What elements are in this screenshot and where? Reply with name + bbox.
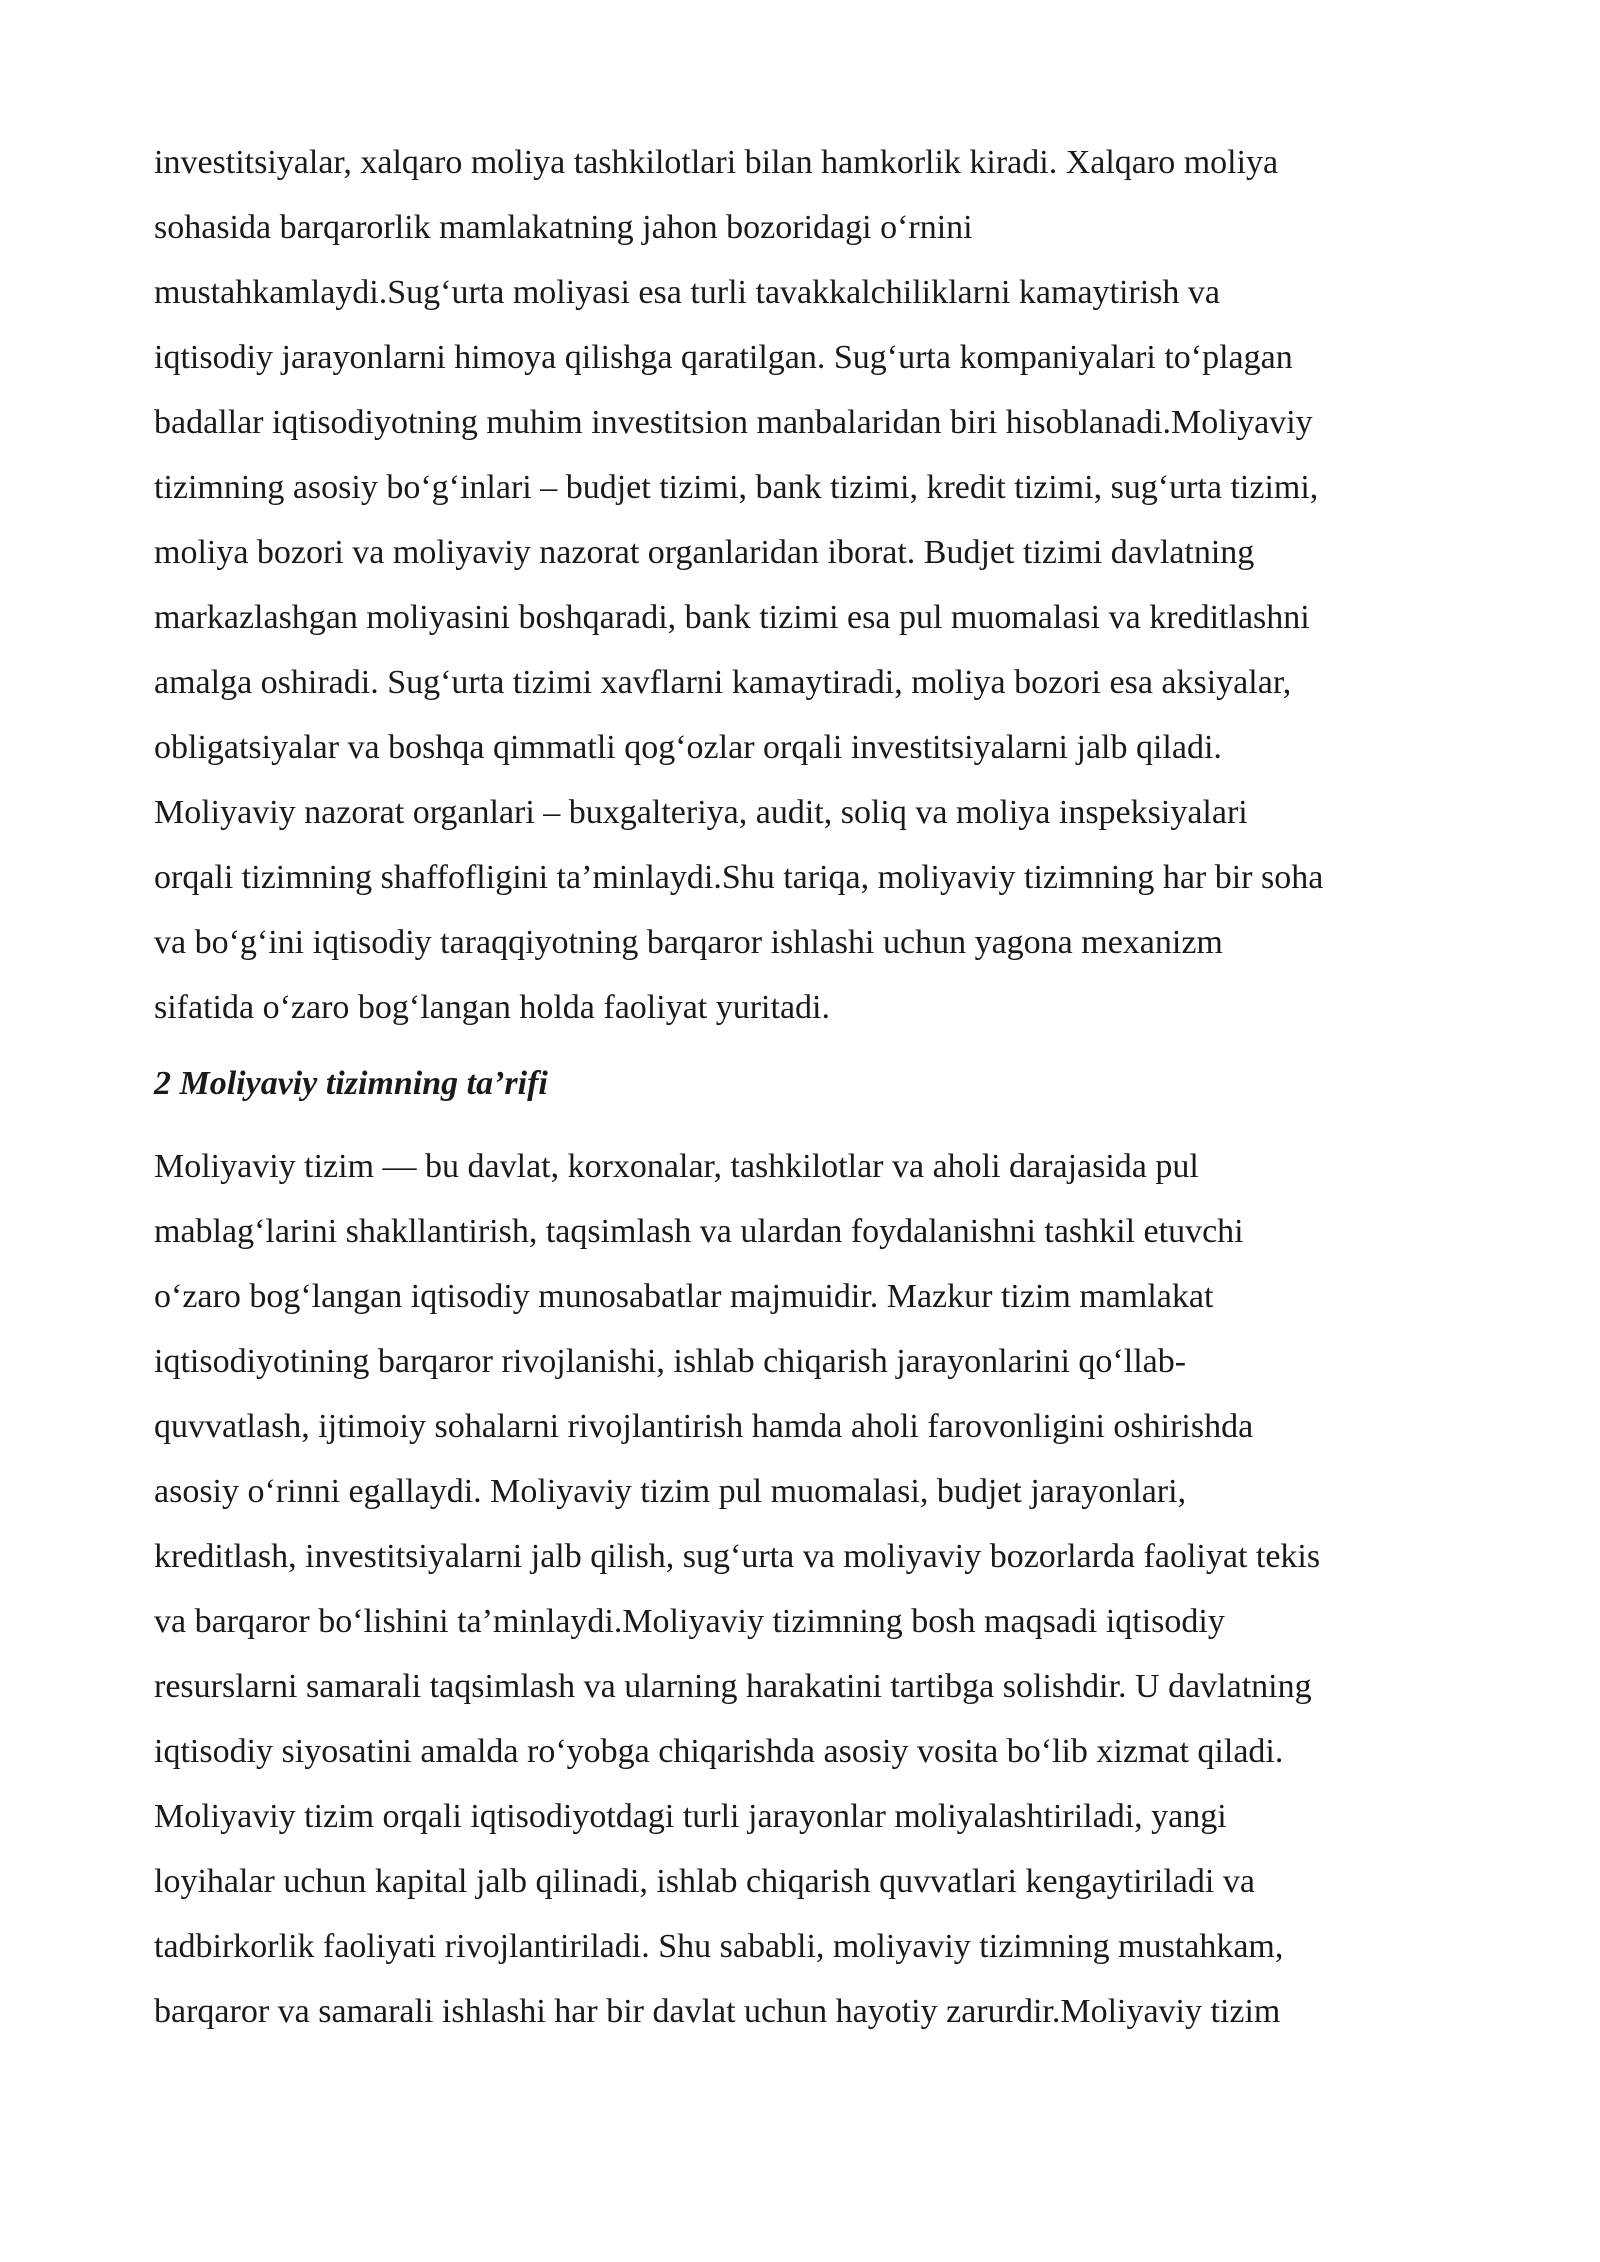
document-body bbox=[154, 130, 1454, 2044]
text-line: mablag‘larini shakllantirish, taqsimlash va ulardan foydalanishni tashkil etuvchi bbox=[154, 1213, 1244, 1250]
text-line: badallar iqtisodiyotning muhim investitsion manbalaridan biri hisoblanadi.Moliyaviy bbox=[154, 404, 1313, 441]
text-line: markazlashgan moliyasini boshqaradi, bank tizimi esa pul muomalasi va kreditlashni bbox=[154, 599, 1310, 636]
text-line: va barqaror bo‘lishini ta’minlaydi.Moliyaviy tizimning bosh maqsadi iqtisodiy bbox=[154, 1603, 1225, 1640]
text-line: mustahkamlaydi.Sug‘urta moliyasi esa turli tavakkalchiliklarni kamaytirish va bbox=[154, 274, 1221, 311]
text-line: resurslarni samarali taqsimlash va ularning harakatini tartibga solishdir. U davlatning bbox=[154, 1668, 1312, 1705]
paragraph-1 bbox=[154, 130, 1454, 1040]
text-line: va bo‘g‘ini iqtisodiy taraqqiyotning barqaror ishlashi uchun yagona mexanizm bbox=[154, 924, 1223, 961]
text-line: orqali tizimning shaffofligini ta’minlaydi.Shu tariqa, moliyaviy tizimning har bir soha bbox=[154, 859, 1324, 896]
text-line: amalga oshiradi. Sug‘urta tizimi xavflarni kamaytiradi, moliya bozori esa aksiyalar, bbox=[154, 664, 1292, 701]
text-line: sohasida barqarorlik mamlakatning jahon bozoridagi o‘rnini bbox=[154, 209, 973, 246]
text-line: Moliyaviy tizim orqali iqtisodiyotdagi turli jarayonlar moliyalashtiriladi, yangi bbox=[154, 1798, 1227, 1835]
text-line: tadbirkorlik faoliyati rivojlantiriladi. Shu sababli, moliyaviy tizimning mustahkam, bbox=[154, 1928, 1284, 1965]
text-line: Moliyaviy nazorat organlari – buxgalteriya, audit, soliq va moliya inspeksiyalari bbox=[154, 794, 1248, 831]
text-line: iqtisodiy jarayonlarni himoya qilishga qaratilgan. Sug‘urta kompaniyalari to‘plagan bbox=[154, 339, 1293, 376]
text-line: obligatsiyalar va boshqa qimmatli qog‘ozlar orqali investitsiyalarni jalb qiladi. bbox=[154, 729, 1222, 766]
text-line: sifatida o‘zaro bog‘langan holda faoliyat yuritadi. bbox=[154, 989, 830, 1026]
text-line: quvvatlash, ijtimoiy sohalarni rivojlantirish hamda aholi farovonligini oshirishda bbox=[154, 1408, 1254, 1445]
text-line: tizimning asosiy bo‘g‘inlari – budjet tizimi, bank tizimi, kredit tizimi, sug‘urta tizimi, bbox=[154, 469, 1319, 506]
text-line: investitsiyalar, xalqaro moliya tashkilotlari bilan hamkorlik kiradi. Xalqaro moliya bbox=[154, 144, 1279, 181]
text-line: loyihalar uchun kapital jalb qilinadi, ishlab chiqarish quvvatlari kengaytiriladi va bbox=[154, 1863, 1255, 1900]
text-line: iqtisodiy siyosatini amalda ro‘yobga chiqarishda asosiy vosita bo‘lib xizmat qiladi. bbox=[154, 1733, 1284, 1770]
section-heading: 2 Moliyaviy tizimning ta’rifi bbox=[154, 1065, 548, 1102]
text-line: moliya bozori va moliyaviy nazorat organlaridan iborat. Budjet tizimi davlatning bbox=[154, 534, 1255, 571]
text-line: iqtisodiyotining barqaror rivojlanishi, ishlab chiqarish jarayonlarini qo‘llab- bbox=[154, 1343, 1187, 1380]
paragraph-2 bbox=[154, 1134, 1454, 2044]
text-line: kreditlash, investitsiyalarni jalb qilish, sug‘urta va moliyaviy bozorlarda faoliyat tekis bbox=[154, 1538, 1321, 1575]
text-line: asosiy o‘rinni egallaydi. Moliyaviy tizim pul muomalasi, budjet jarayonlari, bbox=[154, 1473, 1187, 1510]
text-line: Moliyaviy tizim — bu davlat, korxonalar, tashkilotlar va aholi darajasida pul bbox=[154, 1148, 1199, 1185]
text-line: o‘zaro bog‘langan iqtisodiy munosabatlar majmuidir. Mazkur tizim mamlakat bbox=[154, 1278, 1214, 1315]
text-line: barqaror va samarali ishlashi har bir davlat uchun hayotiy zarurdir.Moliyaviy tizim bbox=[154, 1993, 1281, 2030]
